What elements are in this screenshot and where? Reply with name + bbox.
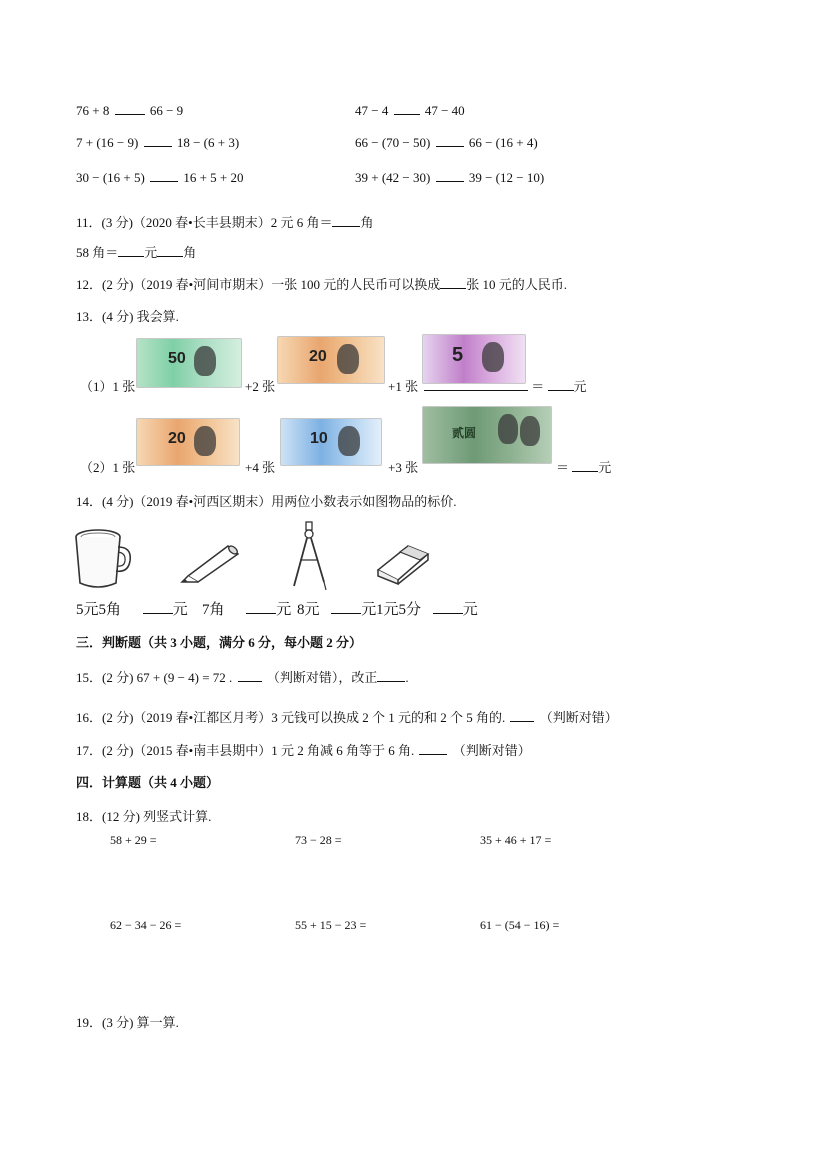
q14-item-4: 1元5分 元 (376, 602, 478, 618)
question-14-title: 14．(4 分)（2019 春•河西区期末）用两位小数表示如图物品的标价. (76, 494, 457, 509)
banknote-10-icon: 10 (280, 418, 382, 466)
answer-blank[interactable] (436, 181, 464, 182)
answer-blank[interactable] (246, 613, 276, 614)
banknote-2-yuan-icon: 贰圆 (422, 406, 552, 464)
answer-blank[interactable] (118, 256, 144, 257)
answer-blank[interactable] (144, 146, 172, 147)
question-16: 16．(2 分)（2019 春•江都区月考）3 元钱可以换成 2 个 1 元的和 2 个 5 角的. （判断对错） (76, 710, 618, 725)
q14-item-1: 5元5角 元 (76, 602, 188, 618)
q13-row2-plus4: +4 张 (245, 460, 276, 475)
answer-blank[interactable] (115, 114, 145, 115)
banknote-5-icon: 5 (422, 334, 526, 384)
answer-blank[interactable] (548, 390, 574, 391)
banknote-20-icon: 20 (277, 336, 385, 384)
answer-blank[interactable] (419, 754, 447, 755)
q18-expr-5: 55 + 15 − 23 = (295, 918, 367, 932)
answer-blank[interactable] (143, 613, 173, 614)
answer-blank[interactable] (424, 390, 528, 391)
answer-blank[interactable] (572, 471, 598, 472)
answer-blank[interactable] (238, 681, 262, 682)
answer-blank[interactable] (150, 181, 178, 182)
section-4-heading: 四．计算题（共 4 小题） (76, 775, 220, 790)
question-18-title: 18．(12 分) 列竖式计算. (76, 809, 212, 824)
answer-blank[interactable] (157, 256, 183, 257)
q13-row2-label: （2）1 张 (80, 460, 136, 475)
comparison-2: 47 − 4 47 − 40 (355, 103, 465, 118)
answer-blank[interactable] (433, 613, 463, 614)
compass-icon (290, 520, 330, 592)
question-13-title: 13．(4 分) 我会算. (76, 309, 179, 324)
answer-blank[interactable] (377, 681, 405, 682)
comparison-3: 7 + (16 − 9) 18 − (6 + 3) (76, 135, 240, 150)
q13-row2-plus3: +3 张 (388, 460, 419, 475)
comparison-4: 66 − (70 − 50) 66 − (16 + 4) (355, 135, 538, 150)
comparison-5: 30 − (16 + 5) 16 + 5 + 20 (76, 170, 244, 185)
question-15: 15．(2 分) 67 + (9 − 4) = 72 . （判断对错），改正 . (76, 670, 409, 685)
question-17: 17．(2 分)（2015 春•南丰县期中）1 元 2 角减 6 角等于 6 角. （判断对错） (76, 743, 531, 758)
answer-blank[interactable] (394, 114, 420, 115)
q13-row1-plus2: +2 张 (245, 379, 276, 394)
banknote-20-icon: 20 (136, 418, 240, 466)
q18-expr-4: 62 − 34 − 26 = (110, 918, 182, 932)
q18-expr-1: 58 + 29 = (110, 833, 157, 847)
question-19-title: 19．(3 分) 算一算. (76, 1015, 179, 1030)
q13-row1-label: （1）1 张 (80, 379, 136, 394)
cup-icon (72, 525, 134, 591)
q18-expr-3: 35 + 46 + 17 = (480, 833, 552, 847)
question-11: 11．(3 分)（2020 春•长丰县期末）2 元 6 角＝ 角 (76, 215, 374, 230)
answer-blank[interactable] (436, 146, 464, 147)
q14-item-2: 7角 元 (202, 602, 292, 618)
eraser-icon (372, 540, 432, 586)
comparison-6: 39 + (42 − 30) 39 − (12 − 10) (355, 170, 545, 185)
q14-item-3: 8元 元 (297, 602, 377, 618)
banknote-50-icon: 50 (136, 338, 242, 388)
answer-blank[interactable] (510, 721, 534, 722)
q18-expr-6: 61 − (54 − 16) = (480, 918, 560, 932)
q18-expr-2: 73 − 28 = (295, 833, 342, 847)
answer-blank[interactable] (440, 288, 466, 289)
comparison-1: 76 + 8 66 − 9 (76, 103, 184, 118)
q13-row2-answer: ＝ 元 (556, 460, 612, 475)
pencil-icon (180, 540, 244, 584)
question-11-line2: 58 角＝ 元 角 (76, 245, 197, 260)
answer-blank[interactable] (331, 613, 361, 614)
q13-row1-plus1: +1 张 (388, 379, 419, 394)
answer-blank[interactable] (332, 226, 360, 227)
question-12: 12．(2 分)（2019 春•河间市期末）一张 100 元的人民币可以换成 张 10 元的人民币. (76, 277, 567, 292)
q13-row1-answer: ＝ 元 (424, 376, 587, 395)
section-3-heading: 三．判断题（共 3 小题，满分 6 分，每小题 2 分） (76, 635, 363, 650)
